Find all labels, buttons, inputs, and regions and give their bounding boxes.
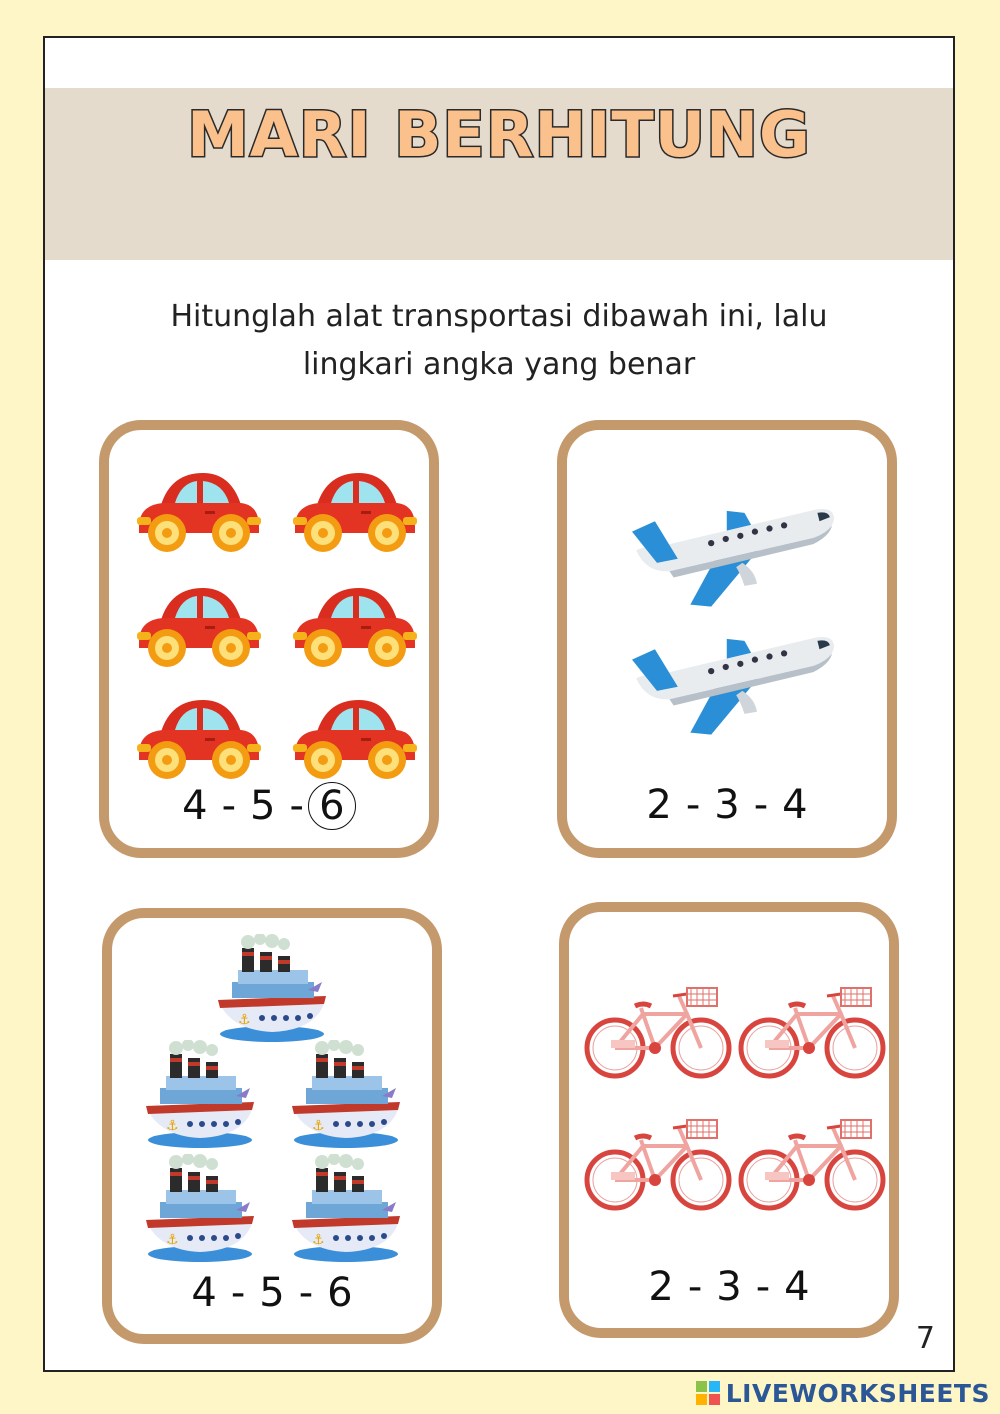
- car-icon: [133, 692, 263, 782]
- airplane-icon: [627, 618, 837, 743]
- ship-icon: [140, 1040, 260, 1150]
- option-4[interactable]: 4: [191, 1270, 217, 1316]
- option-6[interactable]: 6: [327, 1270, 353, 1316]
- liveworksheets-brand[interactable]: [696, 1378, 990, 1408]
- instruction-line-2: lingkari angka yang benar: [302, 347, 696, 382]
- ship-icon: [212, 934, 332, 1044]
- option-3[interactable]: 3: [714, 782, 740, 828]
- ship-icon: [286, 1154, 406, 1264]
- page-title: MARI BERHITUNG: [187, 98, 811, 171]
- option-3[interactable]: 3: [716, 1264, 742, 1310]
- option-5[interactable]: 5: [259, 1270, 285, 1316]
- bicycle-icon: [583, 1116, 733, 1216]
- card-bikes: [559, 902, 899, 1338]
- car-icon: [289, 692, 419, 782]
- option-2[interactable]: 2: [648, 1264, 674, 1310]
- bicycle-icon: [737, 984, 887, 1084]
- card-planes: [557, 420, 897, 858]
- option-6-circled[interactable]: 6: [308, 782, 356, 830]
- page-number: 7: [915, 1321, 935, 1356]
- answer-options: 4 - 5 - 6: [109, 782, 429, 830]
- card-ships: [102, 908, 442, 1344]
- car-icon: [133, 580, 263, 670]
- option-2[interactable]: 2: [646, 782, 672, 828]
- option-4[interactable]: 4: [782, 782, 808, 828]
- liveworksheets-logo-icon: [696, 1381, 720, 1405]
- option-4[interactable]: 4: [784, 1264, 810, 1310]
- option-4[interactable]: 4: [182, 783, 208, 829]
- answer-options: 2 - 3 - 4: [648, 1264, 810, 1310]
- car-icon: [289, 465, 419, 555]
- brand-name: LIVEWORKSHEETS: [725, 1378, 990, 1408]
- airplane-icon: [627, 490, 837, 615]
- answer-options: 2 - 3 - 4: [646, 782, 808, 828]
- card-cars: [99, 420, 439, 858]
- instruction-line-1: Hitunglah alat transportasi dibawah ini, lalu: [170, 299, 828, 334]
- worksheet-page: [43, 36, 955, 1372]
- bicycle-icon: [583, 984, 733, 1084]
- ship-icon: [286, 1040, 406, 1150]
- car-icon: [133, 465, 263, 555]
- ship-icon: [140, 1154, 260, 1264]
- option-5[interactable]: 5: [250, 783, 276, 829]
- answer-options: 4 - 5 - 6: [191, 1270, 353, 1316]
- car-icon: [289, 580, 419, 670]
- bicycle-icon: [737, 1116, 887, 1216]
- instruction-text: [45, 293, 953, 389]
